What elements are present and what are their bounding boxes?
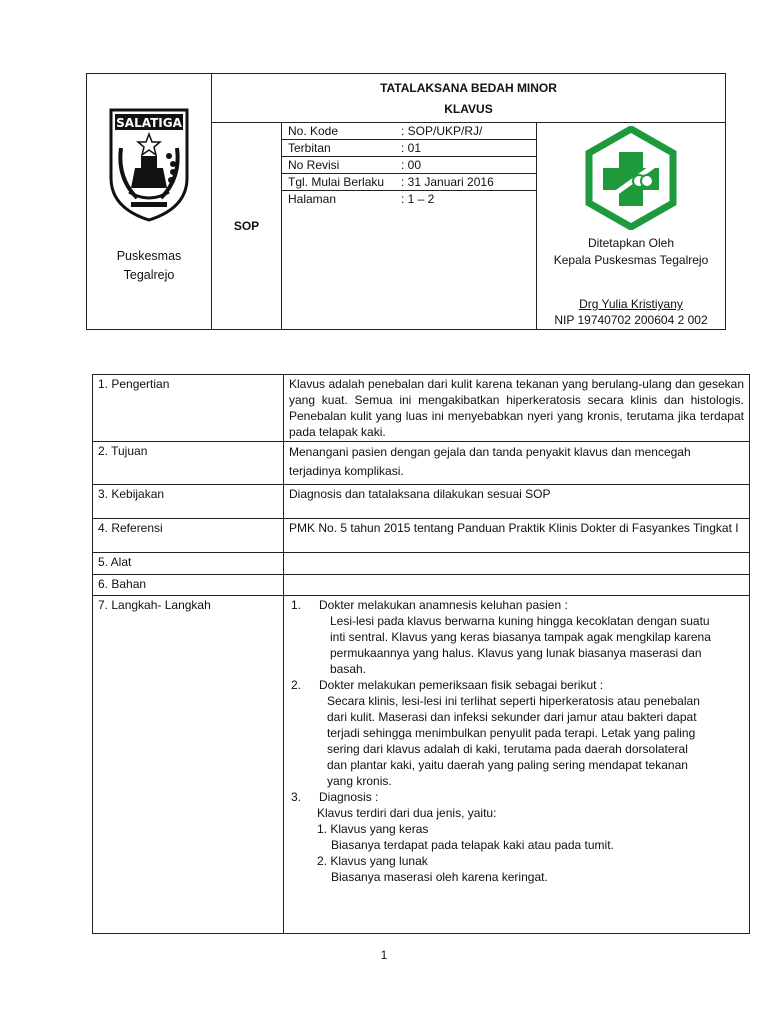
row-label-alat: 5. Alat: [93, 553, 284, 575]
puskesmas-logo-icon: [579, 126, 683, 230]
steps-list: [284, 596, 750, 934]
doc-title-line2: KLAVUS: [444, 102, 493, 116]
title-cell: [212, 74, 726, 123]
meta-row: No. Kode : SOP/UKP/RJ/: [282, 123, 536, 140]
row-label-langkah: 7. Langkah- Langkah: [93, 596, 284, 934]
table-row: [93, 442, 750, 485]
row-text-pengertian: Klavus adalah penebalan dari kulit karena tekanan yang berulang-ulang dan gesekan yang kuat. Semua ini mengakibatkan hiperkeratosis secara klinis dan histologis. Penebalan kulit yang luas ini menyebabkan nyeri yang kronis, terutama jika terdapat pada telapak kaki.: [284, 375, 750, 442]
meta-row: Halaman : 1 – 2: [288, 192, 435, 206]
meta-row: Terbitan : 01: [282, 140, 536, 157]
page-number: 1: [380, 948, 388, 962]
org-name-line1: Puskesmas: [116, 249, 182, 263]
meta-row: No Revisi : 00: [282, 157, 536, 174]
table-row: [93, 596, 750, 934]
org-name-line2: Tegalrejo: [123, 268, 175, 282]
signer-name: Drg Yulia Kristiyany: [579, 297, 683, 311]
row-label-referensi: 4. Referensi: [93, 519, 284, 553]
table-row: [93, 575, 750, 596]
doc-title-line1: TATALAKSANA BEDAH MINOR: [380, 81, 557, 95]
table-row: [93, 553, 750, 575]
row-text-tujuan-line2: terjadinya komplikasi.: [289, 464, 404, 478]
row-text-alat: [284, 553, 750, 575]
step-2-body: Secara klinis, lesi-lesi ini terlihat seperti hiperkeratosis atau penebalan dari kulit. Maserasi dan infeksi sekunder dari jamur atau bakteri dapat terjadi sehingga menimbulkan penyulit pada terapi. Letak yang paling sering dari klavus adalah di kaki, terutama pada daerah dorsolateral dan plantar kaki, yaitu daerah yang paling sering mendapat tekanan yang kronis.: [327, 694, 700, 788]
sop-label: SOP: [212, 123, 282, 330]
step-2: 2. Dokter melakukan pemeriksaan fisik sebagai berikut :: [291, 678, 604, 692]
table-row: [93, 375, 750, 442]
ditetapkan-label: Ditetapkan Oleh: [587, 236, 675, 250]
signer-nip: NIP 19740702 200604 2 002: [554, 313, 708, 327]
row-label-pengertian: 1. Pengertian: [93, 375, 284, 442]
kepala-label: Kepala Puskesmas Tegalrejo: [553, 253, 709, 267]
step-1: 1. Dokter melakukan anamnesis keluhan pasien :: [291, 598, 568, 612]
row-text-kebijakan: Diagnosis dan tatalaksana dilakukan sesuai SOP: [284, 485, 750, 519]
step-1-body: Lesi-lesi pada klavus berwarna kuning hingga kecoklatan dengan suatu inti sentral. Klavus yang keras biasanya tampak agak mengkilap karena permukaannya yang halus. Klavus yang lunak biasanya maserasi dan basah.: [330, 614, 711, 676]
table-row: [93, 519, 750, 553]
org-cell: [87, 74, 212, 330]
table-row: [93, 485, 750, 519]
row-label-bahan: 6. Bahan: [93, 575, 284, 596]
step-3-body: Klavus terdiri dari dua jenis, yaitu: 1. Klavus yang keras Biasanya terdapat pada telapak kaki atau pada tumit. 2. Klavus yang lunak Biasanya maserasi oleh karena keringat.: [317, 806, 614, 884]
sop-content-table: [92, 374, 750, 934]
emblem-text: SALATIGA: [116, 116, 182, 130]
row-label-kebijakan: 3. Kebijakan: [93, 485, 284, 519]
row-label-tujuan: 2. Tujuan: [93, 442, 284, 485]
sop-header-table: [86, 73, 726, 330]
meta-cell: [282, 123, 537, 330]
row-text-referensi: PMK No. 5 tahun 2015 tentang Panduan Praktik Klinis Dokter di Fasyankes Tingkat I: [284, 519, 750, 553]
meta-row: Tgl. Mulai Berlaku : 31 Januari 2016: [282, 174, 536, 191]
sign-cell: [537, 123, 726, 330]
step-3: 3. Diagnosis :: [291, 790, 379, 804]
row-text-bahan: [284, 575, 750, 596]
row-text-tujuan-line1: Menangani pasien dengan gejala dan tanda penyakit klavus dan mencegah: [289, 445, 691, 459]
salatiga-emblem-icon: [107, 108, 191, 222]
